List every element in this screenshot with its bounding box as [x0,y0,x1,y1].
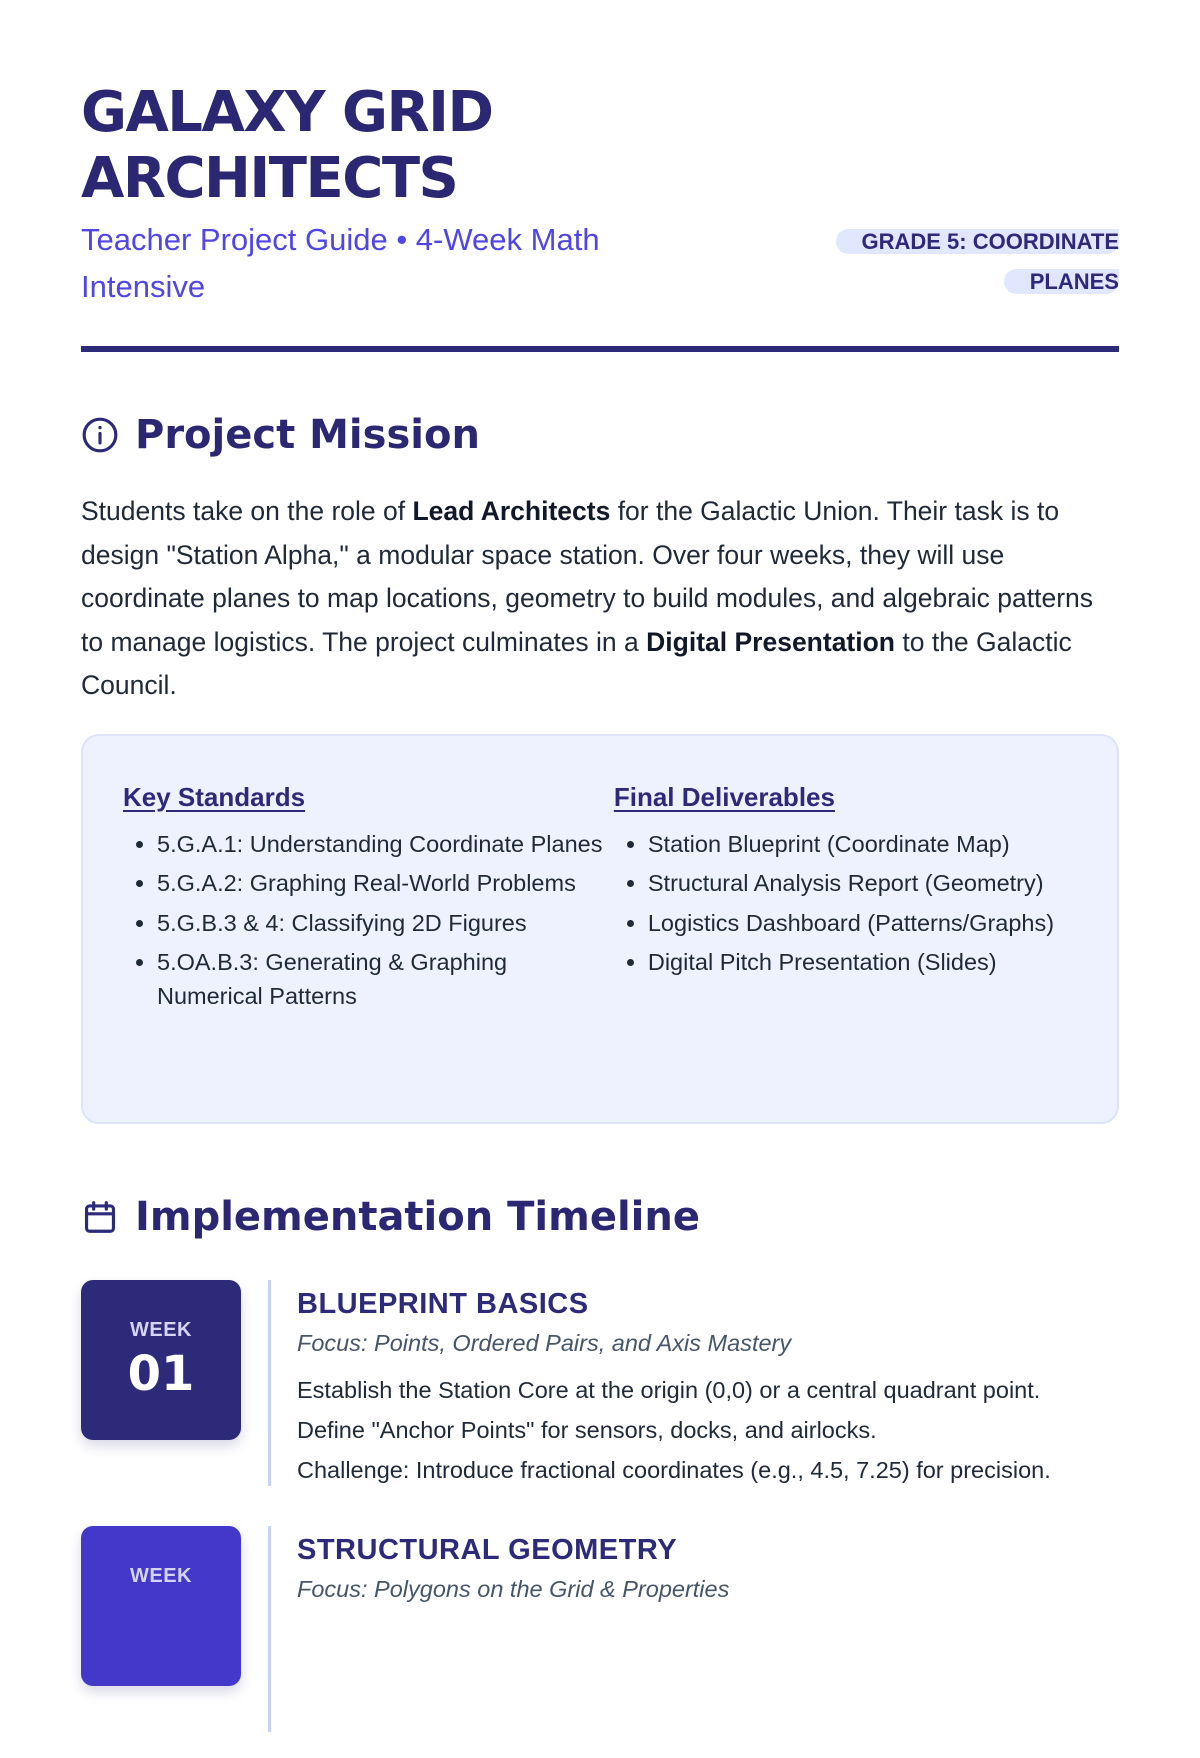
mission-text-2: for the Galactic Union. Their task is to design "Station Alpha," a modular space station. Over four weeks, they will use coordinate planes to map locations, geometry to build modules, and algebraic patterns to manage logistics. The project culminates in a [81,496,1094,657]
final-deliverables-heading: Final Deliverables [613,781,835,812]
mission-bold-1: Lead Architects [412,496,611,526]
week-content [297,1280,1119,1490]
week-number: 01 [127,1345,195,1402]
calendar-icon [81,1198,119,1236]
week-badge [81,1280,241,1440]
week-steps [297,1370,1119,1490]
page-title: GALAXY GRID ARCHITECTS [81,80,493,211]
week-step: Challenge: Introduce fractional coordinates (e.g., 4.5, 7.25) for precision. [297,1456,1051,1483]
key-standards-list [123,828,606,1014]
final-deliverables-list [614,828,1077,980]
week-label: WEEK [130,1318,192,1341]
timeline-week-2 [81,1526,1119,1758]
mission-bold-2: Digital Presentation [646,626,895,657]
list-item: • Digital Pitch Presentation (Slides) [648,946,1077,980]
mission-text-3: to the Galactic Council. [81,626,1072,700]
timeline-divider [268,1526,271,1732]
list-item: • 5.OA.B.3: Generating & Graphing Numerical Patterns [157,946,606,1013]
week-focus: Focus: Polygons on the Grid & Properties [297,1575,730,1602]
list-item: • 5.G.A.2: Graphing Real-World Problems [157,867,606,901]
guide-header [81,80,1119,352]
week-title: BLUEPRINT BASICS [297,1287,589,1320]
key-standards-column [123,780,606,1122]
list-item: • Station Blueprint (Coordinate Map) [648,828,1077,862]
mission-text-1: Students take on the role of [81,496,413,526]
week-step: Define "Anchor Points" for sensors, docks, and airlocks. [297,1416,877,1443]
mission-heading: Project Mission [135,412,480,458]
timeline-divider [268,1280,271,1486]
list-item: • 5.G.B.3 & 4: Classifying 2D Figures [157,907,606,941]
grade-badge [821,222,1119,302]
week-step: Establish the Station Core at the origin (0,0) or a central quadrant point. [297,1376,1041,1403]
mission-paragraph [81,490,1119,708]
week-content [297,1526,1119,1606]
mission-section-header [81,408,1119,462]
week-title: STRUCTURAL GEOMETRY [297,1533,678,1566]
grade-badge-text: GRADE 5: COORDINATE PLANES [836,229,1120,294]
week-label: WEEK [130,1564,192,1587]
timeline-heading: Implementation Timeline [135,1193,700,1240]
timeline-section-header [81,1190,1119,1244]
standards-deliverables-box [81,734,1119,1124]
key-standards-heading: Key Standards [123,781,306,812]
week-badge [81,1526,241,1686]
list-item: • Structural Analysis Report (Geometry) [648,867,1077,901]
info-icon [81,416,119,454]
list-item: • 5.G.A.1: Understanding Coordinate Planes [157,828,606,862]
timeline-week-1 [81,1280,1119,1512]
page-subtitle: Teacher Project Guide • 4-Week Math Intensive [81,222,600,304]
list-item: • Logistics Dashboard (Patterns/Graphs) [648,907,1077,941]
week-focus: Focus: Points, Ordered Pairs, and Axis Mastery [297,1329,792,1356]
final-deliverables-column [614,780,1077,1122]
